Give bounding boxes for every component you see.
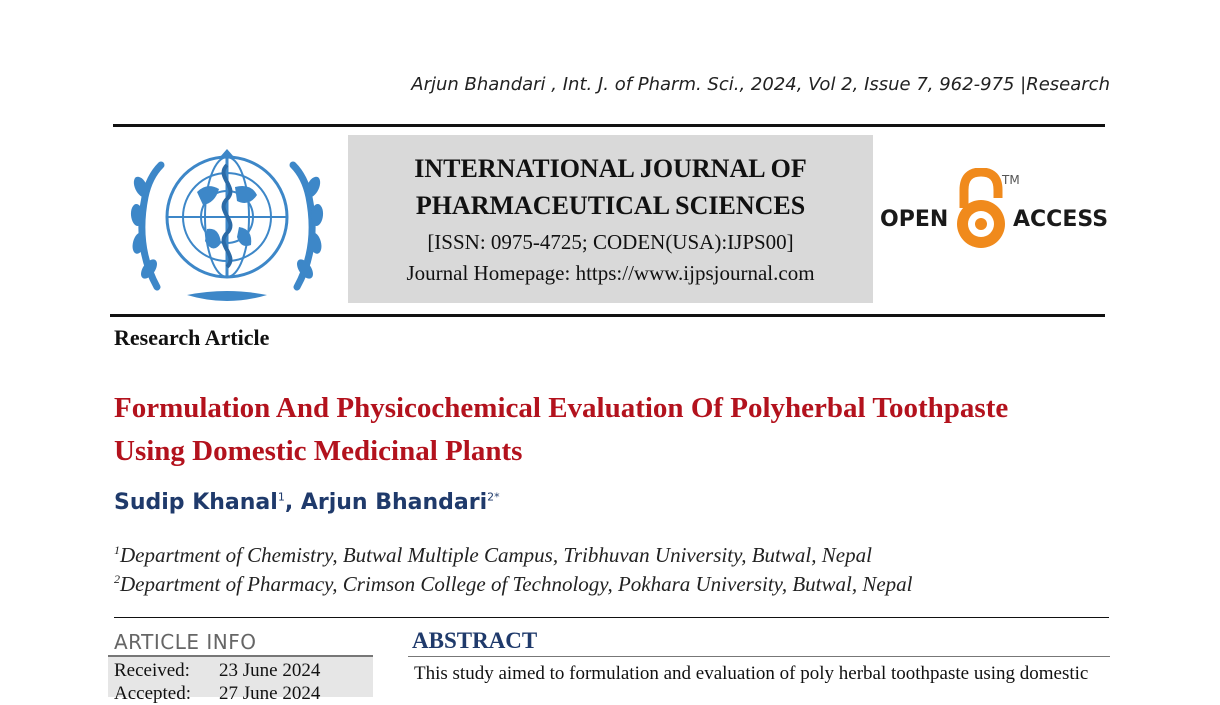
author-separator: , <box>284 490 301 515</box>
affiliation-text: Department of Chemistry, Butwal Multiple Campus, Tribhuvan University, Butwal, Nepal <box>120 543 872 567</box>
open-access-logo <box>880 168 1110 254</box>
abstract-heading: ABSTRACT <box>412 628 538 653</box>
journal-homepage: Journal Homepage: https://www.ijpsjournal.com <box>406 261 815 285</box>
affiliation-rule <box>114 617 1109 618</box>
accepted-value: 27 June 2024 <box>219 683 321 704</box>
journal-name-line2: PHARMACEUTICAL SCIENCES <box>415 191 806 220</box>
open-access-word-access: ACCESS <box>1013 207 1109 232</box>
journal-name <box>348 150 873 224</box>
article-title-line2: Using Domestic Medicinal Plants <box>114 435 523 467</box>
author-affiliation-mark: 2* <box>487 490 500 504</box>
article-type: Research Article <box>114 325 270 350</box>
author-list <box>114 490 500 515</box>
journal-name-line1: INTERNATIONAL JOURNAL OF <box>414 154 807 183</box>
affiliation-mark: 2 <box>114 572 120 586</box>
received-date-row <box>114 660 320 682</box>
article-info-heading: ARTICLE INFO <box>114 630 257 654</box>
author-name: Sudip Khanal <box>114 490 278 515</box>
abstract-rule <box>408 656 1110 657</box>
affiliation-mark: 1 <box>114 543 120 557</box>
accepted-date-row <box>114 683 320 705</box>
received-value: 23 June 2024 <box>219 660 321 681</box>
affiliation-2 <box>114 572 913 597</box>
open-lock-icon <box>957 172 1005 248</box>
abstract-text: This study aimed to formulation and evaluation of poly herbal toothpaste using domestic <box>414 663 1089 684</box>
author-name: Arjun Bhandari <box>300 490 488 515</box>
open-access-tm: TM <box>1002 173 1020 187</box>
running-head: Arjun Bhandari , Int. J. of Pharm. Sci., 2024, Vol 2, Issue 7, 962-975 |Research <box>411 74 1110 95</box>
journal-issn: [ISSN: 0975-4725; CODEN(USA):IJPS00] <box>427 230 794 254</box>
article-title-line1: Formulation And Physicochemical Evaluation Of Polyherbal Toothpaste <box>114 392 1009 424</box>
journal-masthead <box>348 135 873 303</box>
top-rule <box>113 124 1105 127</box>
received-label: Received: <box>114 660 190 681</box>
who-emblem-logo <box>127 137 327 307</box>
author-affiliation-mark: 1 <box>277 490 285 504</box>
masthead-bottom-rule <box>110 314 1105 317</box>
affiliation-1 <box>114 543 872 568</box>
open-access-word-open: OPEN <box>880 207 949 232</box>
article-title <box>114 387 1114 473</box>
affiliation-text: Department of Pharmacy, Crimson College of Technology, Pokhara University, Butwal, Nepal <box>120 572 913 596</box>
accepted-label: Accepted: <box>114 683 192 704</box>
